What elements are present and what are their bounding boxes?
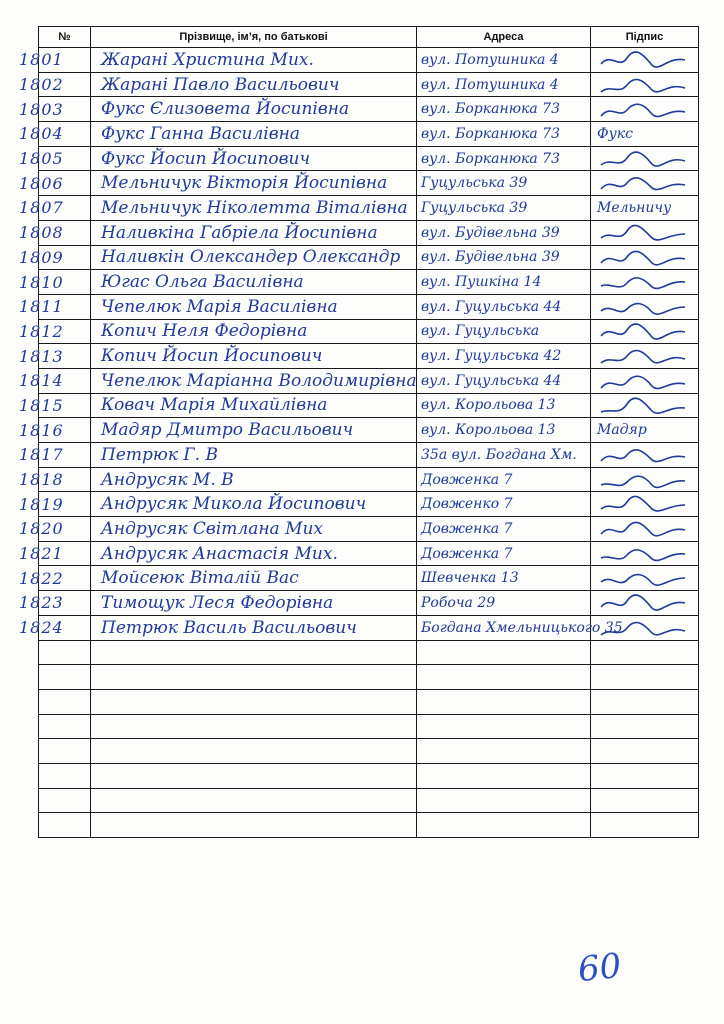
header-number: № [39,27,91,48]
row-signature-scribble [597,618,693,640]
row-signature-scribble [597,99,693,121]
empty-cell [39,714,91,739]
row-number: 1813 [19,346,64,366]
table-row [39,220,699,245]
empty-cell [591,714,699,739]
row-number: 1806 [19,173,64,193]
table-row [39,97,699,122]
empty-cell [417,813,591,838]
row-signature-scribble [597,75,693,97]
table-row [39,492,699,517]
signature-stroke [601,550,685,561]
empty-cell [39,739,91,764]
empty-cell [417,714,591,739]
row-address: вул. Гуцульська 44 [421,298,562,315]
signature-stroke [601,522,685,535]
empty-cell [91,640,417,665]
empty-cell [591,813,699,838]
row-number: 1821 [19,544,64,564]
row-number: 1804 [19,124,64,144]
row-number: 1824 [19,618,64,638]
row-address: вул. Корольова 13 [421,397,556,414]
row-number: 1809 [19,247,64,267]
row-full-name: Мельничук Вікторія Йосипівна [101,173,388,194]
row-signature-text: Фукс [597,125,633,142]
empty-cell [91,689,417,714]
signature-stroke [601,351,685,364]
table-row [39,393,699,418]
row-signature-scribble [597,149,693,171]
empty-cell [417,739,591,764]
table-row [39,196,699,221]
row-number: 1817 [19,445,64,465]
empty-cell [417,763,591,788]
table-row [39,541,699,566]
row-number: 1818 [19,470,64,490]
row-number: 1815 [19,395,64,415]
empty-cell [91,714,417,739]
table-row [39,591,699,616]
table-row [39,171,699,196]
row-full-name: Андрусяк Світлана Мих [101,518,324,539]
row-full-name: Чепелюк Марія Василівна [101,296,338,317]
row-full-name: Фукс Йосип Йосипович [101,148,311,169]
empty-cell [91,665,417,690]
table-row-empty [39,763,699,788]
row-address: Довженко 7 [421,496,513,513]
row-address: вул. Гуцульська [421,323,540,340]
empty-cell [591,763,699,788]
row-full-name: Жарані Павло Васильович [101,74,340,95]
row-full-name: Копич Йосип Йосипович [101,346,323,367]
row-number: 1801 [19,50,64,70]
row-number: 1822 [19,568,64,588]
row-full-name: Фукс Єлизовета Йосипівна [101,99,350,120]
empty-cell [591,689,699,714]
row-signature-scribble [597,593,693,615]
empty-cell [39,813,91,838]
empty-cell [417,640,591,665]
row-address: 35а вул. Богдана Хм. [421,446,577,463]
row-address: Шевченка 13 [421,570,519,587]
signature-stroke [601,324,685,339]
empty-cell [39,640,91,665]
table-row-empty [39,813,699,838]
empty-cell [91,813,417,838]
empty-cell [39,665,91,690]
row-number: 1808 [19,223,64,243]
row-address: Богдана Хмельницького 35 [421,619,623,636]
row-signature-scribble [597,568,693,590]
empty-cell [591,665,699,690]
row-signature-scribble [597,173,693,195]
signature-stroke [601,105,685,117]
row-signature-scribble [597,371,693,393]
empty-cell [91,739,417,764]
signature-stroke [601,79,685,92]
signature-stroke [601,497,685,511]
empty-cell [591,640,699,665]
row-full-name: Петрюк Василь Васильович [101,617,357,638]
row-address: Довженка 7 [421,545,513,562]
table-row [39,122,699,147]
row-signature-scribble [597,272,693,294]
header-full-name: Прізвище, ім’я, по батькові [91,27,417,48]
signature-stroke [601,152,685,166]
table-row [39,245,699,270]
table-header-row [39,27,699,48]
row-full-name: Мельничук Ніколетта Віталівна [101,197,408,218]
row-number: 1819 [19,494,64,514]
signature-stroke [601,476,685,487]
row-signature-scribble [597,346,693,368]
row-number: 1803 [19,99,64,119]
signature-stroke [601,622,685,635]
row-address: Довженка 7 [421,471,513,488]
row-number: 1814 [19,371,64,391]
row-full-name: Андрусяк Анастасія Мих. [101,543,338,564]
signature-stroke [601,575,685,586]
row-number: 1811 [19,297,64,317]
row-signature-scribble [597,297,693,319]
row-address: вул. Потушника 4 [421,76,559,93]
signature-stroke [601,376,685,388]
row-full-name: Югас Ольга Василівна [101,272,304,293]
row-full-name: Наливкіна Габріела Йосипівна [101,222,378,243]
row-number: 1810 [19,272,64,292]
row-address: Робоча 29 [421,594,496,611]
row-number: 1812 [19,321,64,341]
row-full-name: Андрусяк М. В [101,469,234,490]
table-row-empty [39,665,699,690]
row-signature-scribble [597,445,693,467]
row-full-name: Андрусяк Микола Йосипович [101,494,367,515]
table-row-empty [39,739,699,764]
row-signature-scribble [597,470,693,492]
signature-stroke [601,303,685,314]
row-address: вул. Борканюка 73 [421,150,560,167]
table-row [39,615,699,640]
row-signature-scribble [597,248,693,270]
signature-stroke [601,398,685,413]
row-full-name: Ковач Марія Михайлівна [101,395,328,416]
row-signature-scribble [597,50,693,72]
empty-cell [39,788,91,813]
table-row [39,294,699,319]
row-full-name: Копич Неля Федорівна [101,321,308,342]
table-body [19,48,699,838]
row-number: 1802 [19,75,64,95]
row-number: 1820 [19,519,64,539]
row-full-name: Жарані Христина Мих. [101,49,314,70]
row-address: Довженка 7 [421,520,513,537]
row-address: вул. Борканюка 73 [421,101,560,118]
row-signature-text: Мельничу [597,199,672,216]
table-row [39,270,699,295]
row-address: вул. Гуцульська 44 [421,372,562,389]
header-address: Адреса [417,27,591,48]
empty-cell [417,689,591,714]
row-address: Гуцульська 39 [421,199,528,216]
table-row [39,368,699,393]
row-number: 1816 [19,420,64,440]
signature-stroke [601,595,685,610]
row-number: 1805 [19,149,64,169]
table-row [39,146,699,171]
signature-stroke [601,450,685,462]
empty-cell [591,739,699,764]
signature-table [19,26,699,838]
table-row [39,517,699,542]
row-full-name: Тимощук Леся Федорівна [101,592,334,613]
row-number: 1807 [19,198,64,218]
row-signature-scribble [597,544,693,566]
row-address: вул. Пушкіна 14 [421,274,542,291]
empty-cell [91,763,417,788]
row-address: вул. Борканюка 73 [421,125,560,142]
table-row [39,418,699,443]
row-address: Гуцульська 39 [421,175,528,192]
table-row-empty [39,689,699,714]
empty-cell [591,788,699,813]
row-signature-scribble [597,494,693,516]
signature-stroke [601,225,685,239]
row-address: вул. Будівельна 39 [421,249,560,266]
empty-cell [39,763,91,788]
table-row [39,566,699,591]
signature-stroke [601,178,685,190]
row-full-name: Мадяр Дмитро Васильович [101,420,354,441]
row-full-name: Наливкін Олександер Олександр [101,247,401,268]
signature-stroke [601,52,685,67]
row-full-name: Мойсеюк Віталій Вас [101,568,299,589]
signature-stroke [601,278,685,289]
page-number: 60 [576,945,624,991]
row-full-name: Фукс Ганна Василівна [101,123,300,144]
row-address: вул. Потушника 4 [421,51,559,68]
row-signature-scribble [597,396,693,418]
table-row [39,344,699,369]
row-address: вул. Гуцульська 42 [421,348,562,365]
table-row [39,443,699,468]
table-row-empty [39,714,699,739]
empty-cell [91,788,417,813]
header-signature: Підпис [591,27,699,48]
empty-cell [417,788,591,813]
table-row [39,467,699,492]
row-number: 1823 [19,593,64,613]
signature-stroke [601,251,685,264]
row-address: вул. Корольова 13 [421,422,556,439]
table-row-empty [39,640,699,665]
table-row [39,72,699,97]
row-signature-text: Мадяр [597,422,647,439]
row-address: вул. Будівельна 39 [421,224,560,241]
table-row [39,48,699,73]
row-full-name: Петрюк Г. В [101,444,218,465]
empty-cell [417,665,591,690]
row-signature-scribble [597,223,693,245]
table-row-empty [39,788,699,813]
table-row [39,319,699,344]
row-signature-scribble [597,322,693,344]
row-full-name: Чепелюк Маріанна Володимирівна [101,370,417,391]
row-signature-scribble [597,519,693,541]
empty-cell [39,689,91,714]
